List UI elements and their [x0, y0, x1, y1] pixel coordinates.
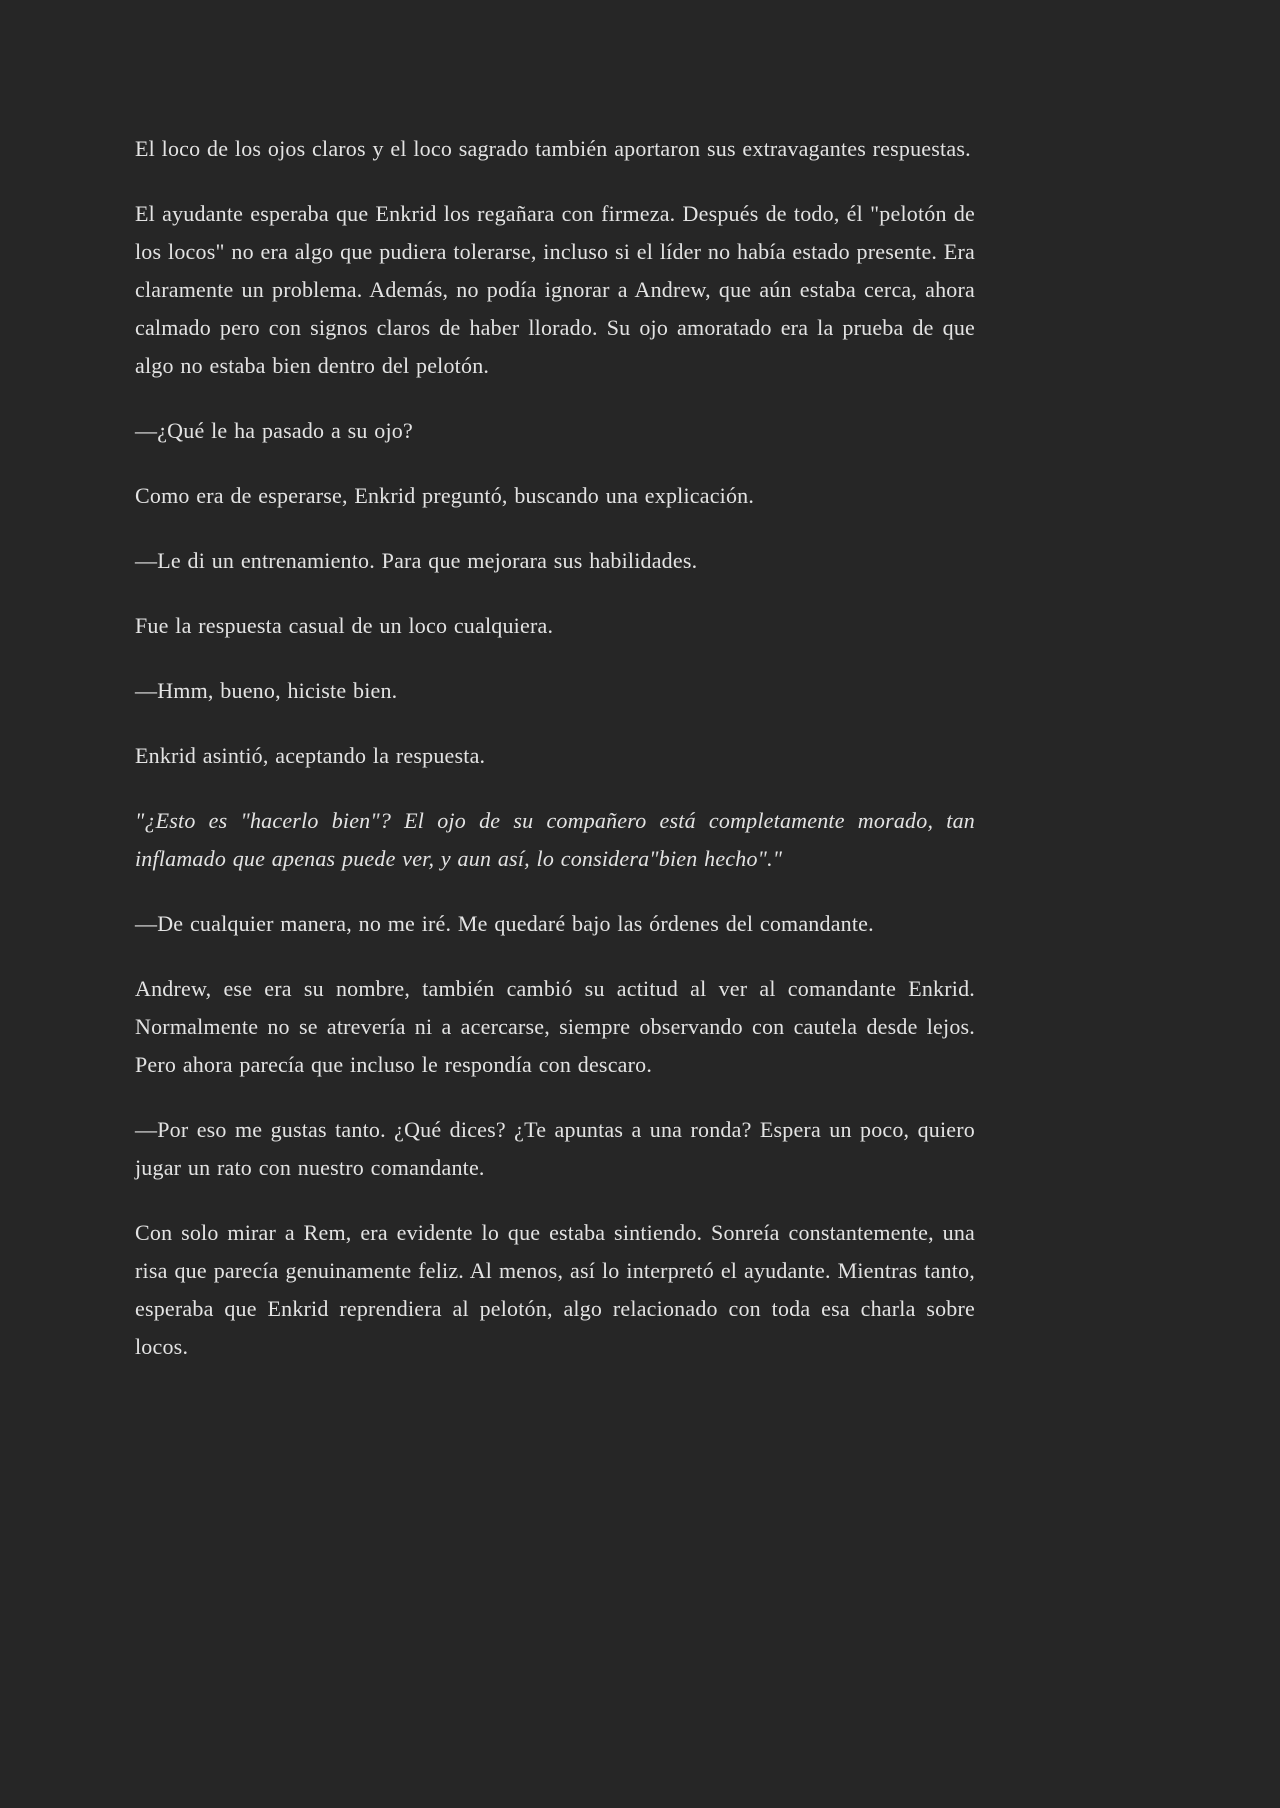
dialogue-paragraph: —Le di un entrenamiento. Para que mejorara sus habilidades.	[135, 548, 698, 573]
paragraph: Con solo mirar a Rem, era evidente lo que estaba sintiendo. Sonreía constantemente, una risa que parecía genuinamente feliz. Al menos, así lo interpretó el ayudante. Mientras tanto, esperaba que Enkrid reprendiera al pelotón, algo relacionado con toda esa charla sobre locos.	[135, 1220, 975, 1359]
paragraph: El loco de los ojos claros y el loco sagrado también aportaron sus extravagantes respuestas.	[135, 136, 971, 161]
dialogue-paragraph: —De cualquier manera, no me iré. Me quedaré bajo las órdenes del comandante.	[135, 911, 874, 936]
dialogue-paragraph: —Hmm, bueno, hiciste bien.	[135, 678, 398, 703]
paragraph: Enkrid asintió, aceptando la respuesta.	[135, 743, 486, 768]
inner-thought-paragraph: "¿Esto es "hacerlo bien"? El ojo de su compañero está completamente morado, tan inflamado que apenas puede ver, y aun así, lo considera"bien hecho"."	[135, 808, 975, 871]
dialogue-paragraph: —¿Qué le ha pasado a su ojo?	[135, 418, 413, 443]
paragraph: Como era de esperarse, Enkrid preguntó, buscando una explicación.	[135, 483, 755, 508]
paragraph: El ayudante esperaba que Enkrid los regañara con firmeza. Después de todo, él "pelotón de los locos" no era algo que pudiera tolerarse, incluso si el líder no había estado presente. Era claramente un problema. Además, no podía ignorar a Andrew, que aún estaba cerca, ahora calmado pero con signos claros de haber llorado. Su ojo amoratado era la prueba de que algo no estaba bien dentro del pelotón.	[135, 201, 975, 378]
paragraph: Andrew, ese era su nombre, también cambió su actitud al ver al comandante Enkrid. Normalmente no se atrevería ni a acercarse, siempre observando con cautela desde lejos. Pero ahora parecía que incluso le respondía con descaro.	[135, 976, 975, 1077]
dialogue-paragraph: —Por eso me gustas tanto. ¿Qué dices? ¿Te apuntas a una ronda? Espera un poco, quiero jugar un rato con nuestro comandante.	[135, 1117, 975, 1180]
paragraph: Fue la respuesta casual de un loco cualquiera.	[135, 613, 554, 638]
